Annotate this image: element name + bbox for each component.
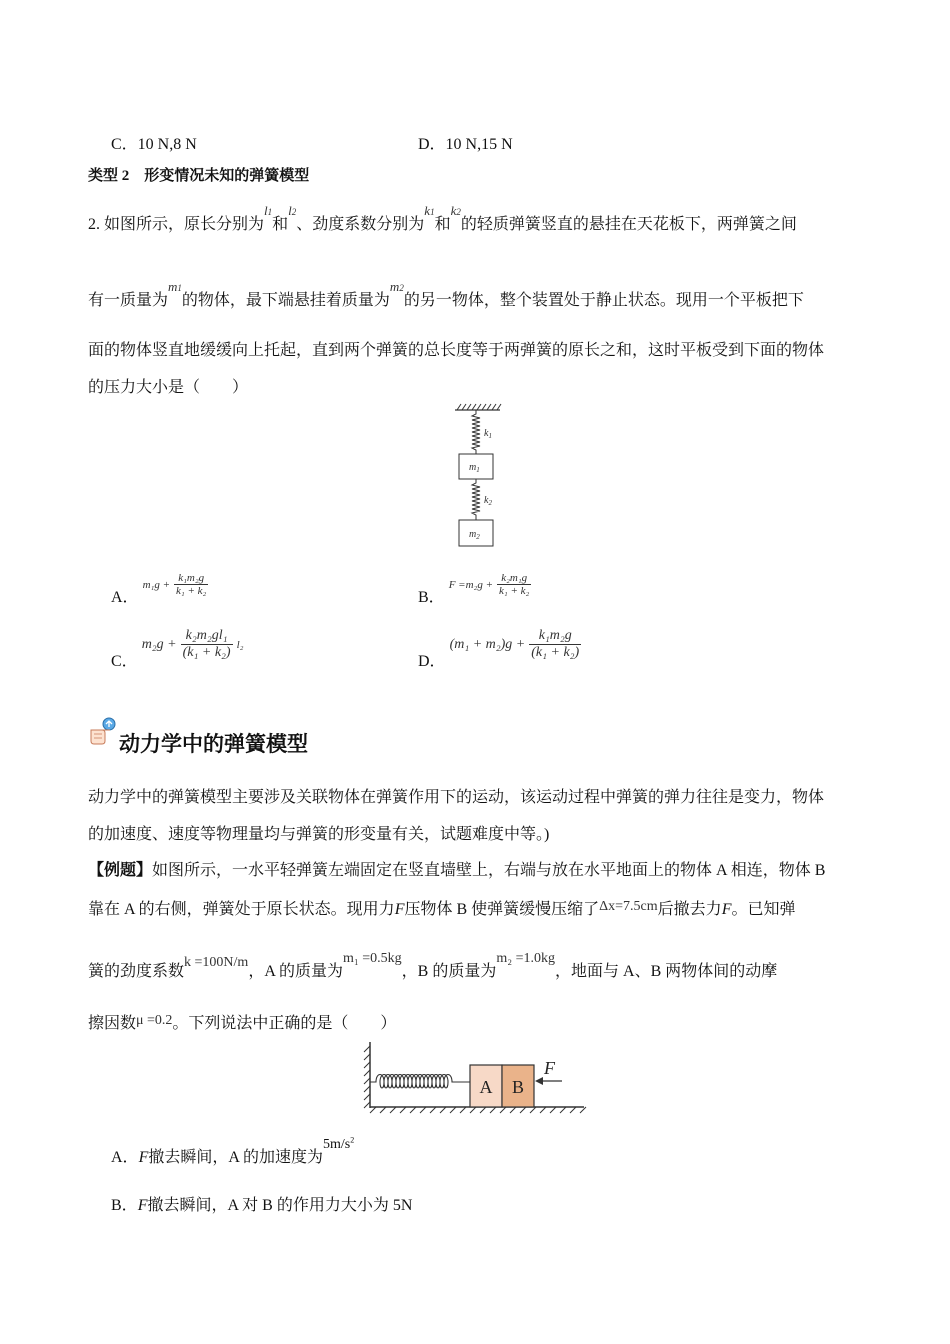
- q2-text: 、劲度系数分别为: [296, 216, 425, 233]
- acceleration-value: $5m/s^2$: [323, 1135, 355, 1152]
- example-text: 擦因数: [88, 1015, 137, 1032]
- label-m1: m: [469, 462, 477, 473]
- svg-text:k1: $k_1$: [484, 428, 492, 440]
- svg-text:m1: $m_1$: [469, 462, 480, 474]
- example-text: 。已知弹: [731, 901, 796, 918]
- horizontal-spring-figure: [362, 1040, 590, 1118]
- option-label: B．: [418, 589, 445, 606]
- example-line4: [88, 1010, 396, 1033]
- q2-text: 和: [272, 216, 289, 233]
- example-text: 后撤去力: [657, 901, 722, 918]
- example-text: 撤去瞬间，A 对 B 的作用力大小为 5N: [147, 1197, 413, 1214]
- force-symbol: F: [137, 1197, 148, 1214]
- symbol-m1: m1: [168, 279, 182, 294]
- option-label: D．: [418, 653, 446, 671]
- q2-line1: [88, 203, 797, 234]
- option-fraction: $\frac{\text{k₁m₂g}}{\text{k₁ + k₂}}$: [176, 571, 207, 597]
- option-label: B．: [111, 1197, 138, 1214]
- option-label: C．: [111, 653, 138, 671]
- mass-a-value: m₁ =0.5kg: [343, 951, 402, 966]
- example-text: ，地面与 A、B 两物体间的动摩: [555, 963, 778, 980]
- option-math: F =m₂g +: [448, 579, 494, 591]
- q2-option-d: [418, 628, 581, 671]
- vertical-spring-figure: [450, 402, 510, 552]
- example-text: 靠在 A 的右侧，弹簧处于原长状态。现用力: [88, 901, 395, 918]
- example-option-a: [111, 1135, 355, 1167]
- q2-option-b: [418, 570, 531, 606]
- option-math: m₁g +: [142, 579, 171, 591]
- option-label: A．: [111, 589, 139, 606]
- q2-text: 2. 如图所示，原长分别为: [88, 216, 265, 233]
- horizontal-spring: [370, 1075, 470, 1089]
- force-symbol: F: [394, 901, 405, 918]
- option-fraction: $\frac{\text{k₂m₁g}}{\text{k₁ + k₂}}$: [499, 571, 530, 597]
- delta-x-value: Δx=7.5cm: [599, 899, 658, 914]
- q2-option-a: [111, 570, 208, 606]
- q2-line4: 的压力大小是（ ）: [88, 379, 249, 396]
- label-f: F: [544, 1058, 555, 1078]
- force-symbol: F: [138, 1149, 149, 1166]
- svg-text:m2: $m_2$: [469, 529, 480, 541]
- section-intro-line1: 动力学中的弹簧模型主要涉及关联物体在弹簧作用下的运动，该运动过程中弹簧的弹力往往是变力，物体: [88, 789, 825, 806]
- mass-b-value: m₂ =1.0kg: [496, 951, 556, 966]
- example-line2: [88, 896, 795, 919]
- example-line1: [88, 857, 825, 880]
- symbol-k2: k2: [450, 203, 461, 218]
- q2-line2: [88, 279, 804, 310]
- q1-option-d: D．10 N,15 N: [418, 136, 513, 153]
- label-m2: m: [469, 529, 477, 540]
- symbol-m2: m2: [389, 279, 404, 294]
- force-symbol: F: [721, 901, 732, 918]
- pointing-hand-icon: [88, 716, 118, 746]
- label-k2: k: [484, 495, 489, 506]
- q2-text: 的另一物体，整个装置处于静止状态。现用一个平板把下: [403, 292, 804, 309]
- q2-text: 和: [434, 216, 451, 233]
- option-math: (m₁ + m₂)g +: [449, 637, 526, 653]
- example-option-b: [111, 1192, 412, 1215]
- example-tag: 【例题】: [88, 862, 153, 879]
- section-title: 动力学中的弹簧模型: [119, 732, 308, 756]
- label-b: B: [511, 1077, 525, 1097]
- q2-text: 的物体，最下端悬挂着质量为: [181, 292, 390, 309]
- example-text: ，A 的质量为: [248, 963, 343, 980]
- symbol-l1: l1: [264, 203, 273, 218]
- example-text: 如图所示，一水平轻弹簧左端固定在竖直墙壁上，右端与放在水平地面上的物体 A 相连，物体 B: [152, 862, 826, 879]
- q1-option-c: C．10 N,8 N: [111, 136, 197, 153]
- section-intro-line2: 的加速度、速度等物理量均与弹簧的形变量有关，试题难度中等。): [88, 826, 550, 843]
- spring-k1: [472, 410, 480, 454]
- svg-text:k2: $k_2$: [484, 495, 492, 507]
- example-text: 。下列说法中正确的是（ ）: [172, 1015, 397, 1032]
- q2-text: 的轻质弹簧竖直的悬挂在天花板下，两弹簧之间: [460, 216, 797, 233]
- label-a: A: [479, 1077, 493, 1097]
- example-text: 簧的劲度系数: [88, 963, 185, 980]
- example-line3: [88, 951, 778, 981]
- example-text: 压物体 B 使弹簧缓慢压缩了: [404, 901, 600, 918]
- symbol-k1: k1: [424, 203, 435, 218]
- q2-option-c: [111, 628, 244, 671]
- type2-heading: 类型 2 形变情况未知的弹簧模型: [88, 168, 310, 184]
- option-math: l₂: [236, 639, 244, 652]
- friction-coefficient-value: μ =0.2: [136, 1013, 173, 1028]
- example-text: 撤去瞬间，A 的加速度为: [148, 1149, 324, 1166]
- spring-constant-value: k =100N/m: [184, 955, 249, 970]
- q2-line3: 面的物体竖直地缓缓向上托起，直到两个弹簧的总长度等于两弹簧的原长之和，这时平板受到下面的物体: [88, 342, 825, 359]
- example-text: ，B 的质量为: [401, 963, 497, 980]
- spring-k2: [472, 479, 480, 520]
- option-fraction: $\frac{\text{k₁m₂g}}{\text{(k₁ + k₂)}}$: [531, 628, 580, 660]
- label-k1: k: [484, 428, 489, 439]
- option-label: A．: [111, 1149, 139, 1166]
- symbol-l2: l2: [288, 203, 297, 218]
- option-fraction: $\frac{\text{k₂m₂gl₁}}{\text{(k₁ + k₂)}}$: [182, 628, 231, 660]
- option-math: m₂g +: [141, 637, 177, 653]
- q2-text: 有一质量为: [88, 292, 169, 309]
